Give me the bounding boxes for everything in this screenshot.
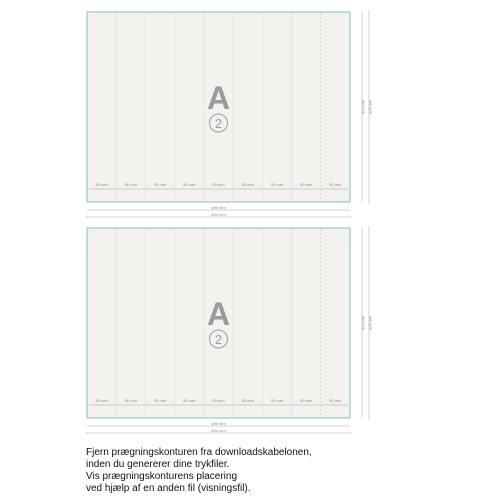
height-outer-label: 324 mm [367,99,373,115]
width-outer-label: 454 mm [211,428,226,433]
width-inner-label: 450 mm [211,421,226,426]
height-inner-label: 320 mm [360,315,366,331]
note-line-3: Vis prægningskonturens placering [86,471,238,482]
column-width-label: 50 mm [241,182,254,187]
column-width-label: 50 mm [124,398,137,403]
sheet-number: 2 [214,116,223,131]
column-width-label: 50 mm [183,398,196,403]
column-width-label: 50 mm [241,398,254,403]
sheet-letter: A [206,80,231,116]
column-width-label: 50 mm [212,398,225,403]
column-width-label: 50 mm [300,398,313,403]
height-outer-label: 324 mm [367,315,373,331]
template-sheet-1 [85,10,373,217]
column-width-label: 50 mm [95,398,108,403]
width-inner-label: 450 mm [211,205,226,210]
note-line-2: inden du genererer dine trykfiler. [86,459,230,470]
note-line-4: ved hjælp af en anden fil (visningsfil). [86,483,251,494]
column-width-label: 50 mm [212,182,225,187]
embossing-note [86,447,386,495]
column-width-label: 50 mm [329,398,342,403]
column-width-label: 50 mm [124,182,137,187]
width-outer-label: 454 mm [211,212,226,217]
template-sheet-2 [85,226,373,433]
column-width-label: 50 mm [95,182,108,187]
column-width-label: 50 mm [153,182,167,187]
column-width-label: 50 mm [270,182,284,187]
column-width-label: 50 mm [300,182,313,187]
column-width-label: 50 mm [183,182,196,187]
sheet-letter: A [206,296,231,332]
height-inner-label: 320 mm [360,99,366,115]
column-width-label: 50 mm [153,398,167,403]
note-line-1: Fjern prægningskonturen fra downloadskabelonen, [86,447,312,458]
column-width-label: 50 mm [270,398,284,403]
column-width-label: 50 mm [329,182,342,187]
sheet-number: 2 [214,332,223,347]
